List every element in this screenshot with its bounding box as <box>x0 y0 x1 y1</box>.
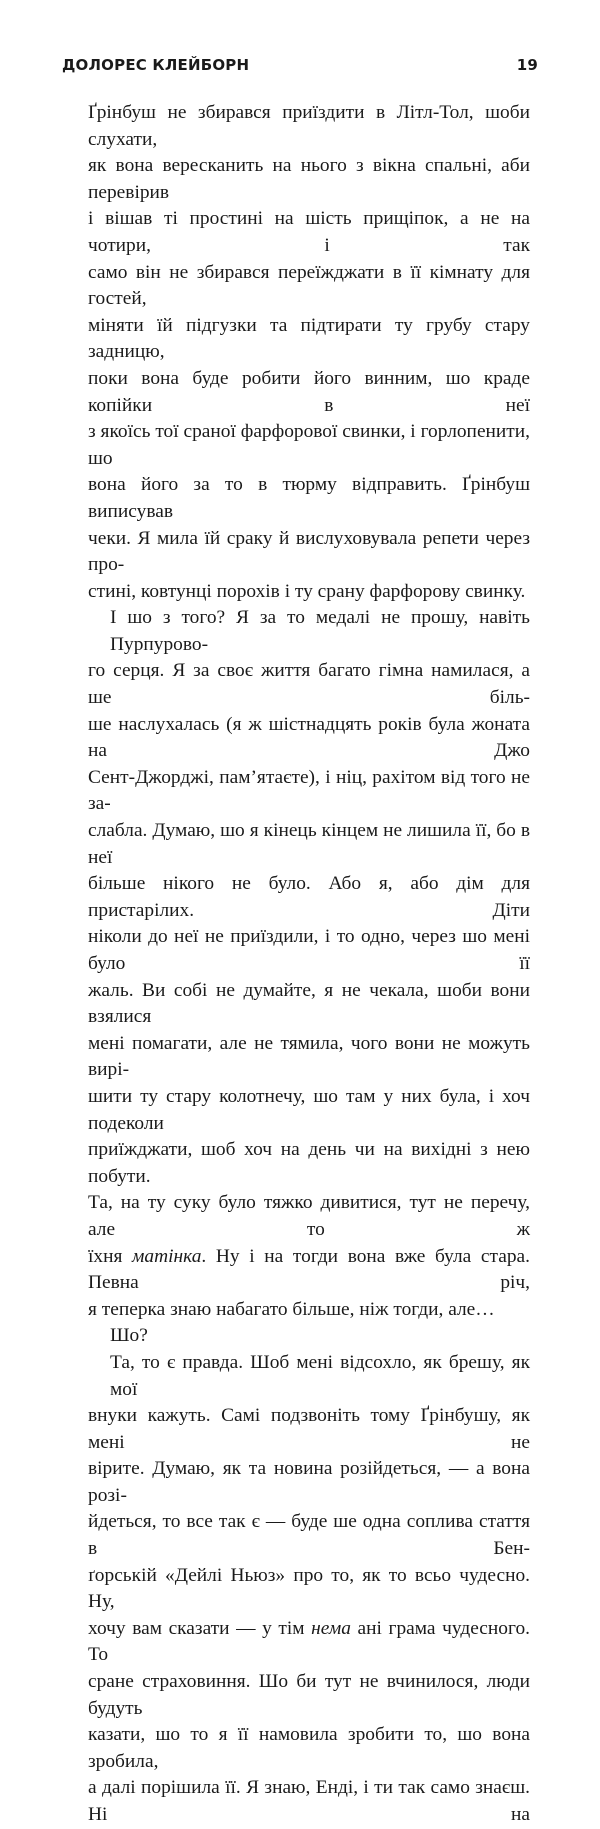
text-line: стині, ковтунці порохів і ту срану фарфорову свинку. <box>88 580 526 602</box>
text-line: Шо? <box>110 1325 148 1347</box>
emphasis-text: нема <box>311 1617 351 1639</box>
text-line: внуки кажуть. Самі подзвоніть тому Ґрінбушу, як мені не <box>88 1405 530 1453</box>
text-line: ше наслухалась (я ж шістнадцять років була жоната на Джо <box>88 713 530 762</box>
text-segment: ані грама чудесного. То <box>88 1617 530 1666</box>
text-line: я теперка знаю набагато більше, ніж тогди, але… <box>88 1298 495 1320</box>
text-line: Ґрінбуш не збирався приїздити в Літл-Тол, шоби слухати, <box>88 102 530 150</box>
text-segment: хочу вам сказати — у тім <box>88 1617 312 1639</box>
body-text <box>88 100 530 1829</box>
text-line: і вішав ті простині на шість прищіпок, а не на чотири, і так <box>88 208 530 256</box>
text-segment: їхня <box>88 1245 133 1267</box>
text-line: Та, на ту суку було тяжко дивитися, тут не перечу, але то ж <box>88 1192 530 1240</box>
text-line: приїжджати, шоб хоч на день чи на вихідні з нею побути. <box>88 1139 530 1187</box>
text-line: вірите. Думаю, як та новина розійдеться, — а вона розі- <box>88 1458 530 1506</box>
text-line: Та, то є правда. Шоб мені відсохло, як брешу, як мої <box>110 1351 530 1400</box>
text-line: вона його за то в тюрму відправить. Ґрінбуш виписував <box>88 474 530 522</box>
text-line: І шо з того? Я за то медалі не прошу, навіть Пурпурово- <box>110 607 530 655</box>
text-line: го серця. Я за своє життя багато гімна намилася, а ше біль- <box>88 660 530 709</box>
text-line <box>88 1616 530 1669</box>
text-line: більше нікого не було. Або я, або дім для пристарілих. Діти <box>88 873 530 921</box>
text-line: слабла. Думаю, шо я кінець кінцем не лишила її, бо в неї <box>88 820 530 868</box>
running-title: ДОЛОРЕС КЛЕЙБОРН <box>62 56 250 74</box>
text-line: мені помагати, але не тямила, чого вони не можуть вирі- <box>88 1032 530 1081</box>
text-line: міняти їй підгузки та підтирати ту грубу стару задницю, <box>88 314 530 363</box>
text-line: Сент-Джорджі, пам’ятаєте), і ніц, рахітом від того не за- <box>88 766 530 815</box>
text-line <box>88 1244 530 1297</box>
text-line: з якоїсь тої сраної фарфорової свинки, і горлопенити, шо <box>88 421 530 469</box>
text-line: ніколи до неї не приїздили, і то одно, через шо мені було її <box>88 926 530 974</box>
text-line: поки вона буде робити його винним, шо краде копійки в неї <box>88 367 530 416</box>
page-number: 19 <box>516 56 538 74</box>
text-line: а далі порішила її. Я знаю, Енді, і ти так само знаєш. Ні на <box>88 1777 530 1825</box>
text-line: шити ту стару колотнечу, шо там у них була, і хоч подеколи <box>88 1085 530 1134</box>
text-line: жаль. Ви собі не думайте, я не чекала, шоби вони взялися <box>88 979 530 1028</box>
text-line: чеки. Я мила їй сраку й вислуховувала репети через про- <box>88 527 530 576</box>
text-line: ґорській «Дейлі Ньюз» про то, як то всьо чудесно. Ну, <box>88 1564 530 1613</box>
emphasis-text: матінка <box>132 1245 202 1267</box>
text-line: йдеться, то все так є — буде ше одна соплива стаття в Бен- <box>88 1511 530 1560</box>
text-line: казати, шо то я її намовила зробити то, шо вона зробила, <box>88 1724 530 1772</box>
text-line: сране страховиння. Шо би тут не вчинилося, люди будуть <box>88 1671 530 1719</box>
text-segment: . Ну і на тогди вона вже була стара. Певна річ, <box>88 1245 530 1294</box>
text-line: як вона вересканить на нього з вікна спальні, аби перевірив <box>88 155 530 203</box>
text-line: само він не збирався переїжджати в її кімнату для гостей, <box>88 261 530 310</box>
running-header <box>62 54 538 76</box>
